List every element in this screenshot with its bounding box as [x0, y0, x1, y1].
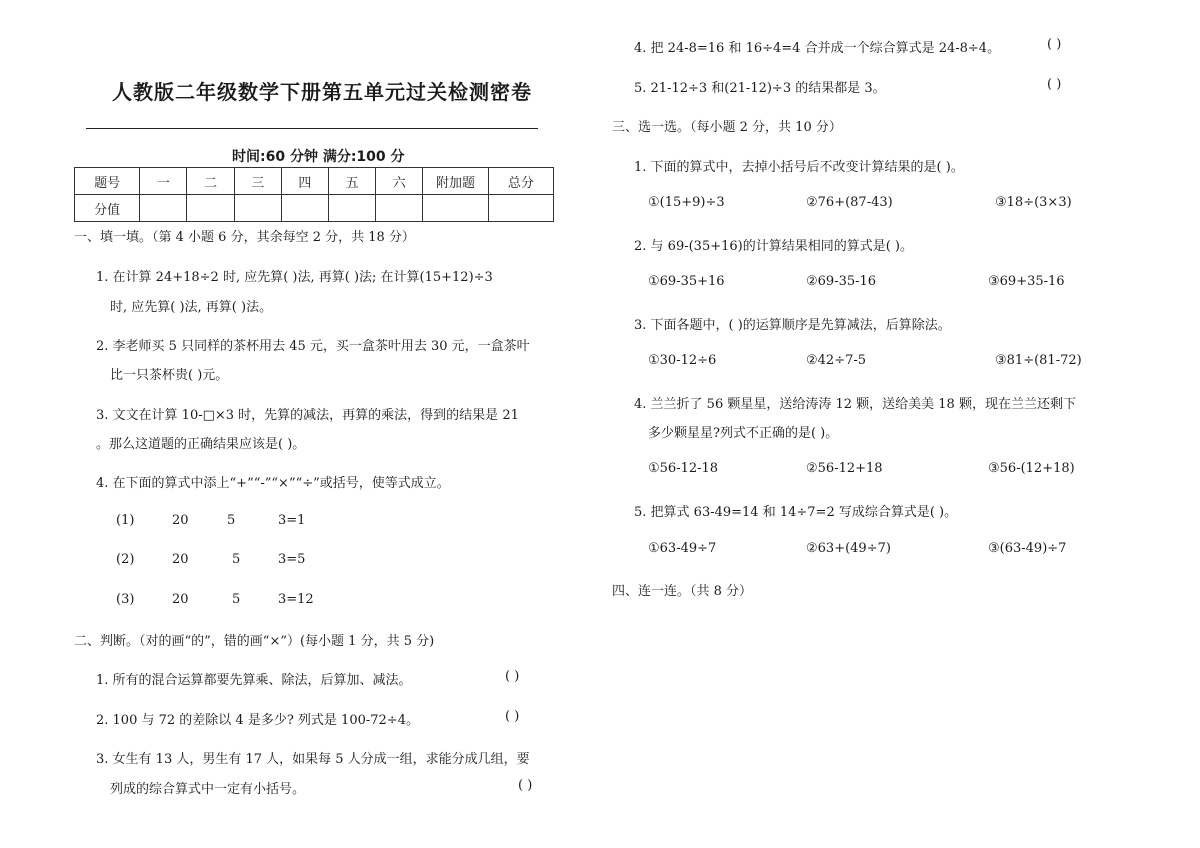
- option[interactable]: ②63+(49÷7): [806, 541, 891, 556]
- score-header-cell: 四: [281, 168, 328, 195]
- equation-operand: 5: [232, 592, 241, 607]
- option[interactable]: ②42÷7-5: [806, 353, 867, 368]
- score-header-cell: 一: [140, 168, 187, 195]
- equation-number: (1): [116, 513, 135, 528]
- s1-q4: 4. 在下面的算式中添上“+”“-”“×”“÷”或括号，使等式成立。: [96, 476, 450, 491]
- s3-q1: 1. 下面的算式中，去掉小括号后不改变计算结果的是( )。: [634, 160, 964, 175]
- section-2-heading: 二、判断。（对的画“的”，错的画“×”）(每小题 1 分，共 5 分): [74, 634, 435, 649]
- option[interactable]: ①56-12-18: [648, 461, 719, 476]
- s2-q3-line1: 3. 女生有 13 人，男生有 17 人，如果每 5 人分成一组，求能分成几组，要: [96, 752, 530, 767]
- equation-result: 3=1: [278, 513, 306, 528]
- s1-q2-line1: 2. 李老师买 5 只同样的茶杯用去 45 元，买一盒茶叶用去 30 元，一盒茶叶: [96, 339, 530, 354]
- s1-q1-line2: 时, 应先算( )法, 再算( )法。: [110, 300, 273, 315]
- equation-operand: 5: [232, 552, 241, 567]
- score-header-cell: 三: [234, 168, 281, 195]
- s2-q4: 4. 把 24-8=16 和 16÷4=4 合并成一个综合算式是 24-8÷4。: [634, 41, 1001, 56]
- score-input-cell[interactable]: [281, 195, 328, 222]
- score-table-header-row: [75, 168, 554, 195]
- title-underline: [86, 128, 538, 129]
- option[interactable]: ③81÷(81-72): [995, 353, 1082, 368]
- score-header-cell: 六: [376, 168, 423, 195]
- s2-q1: 1. 所有的混合运算都要先算乘、除法，后算加、减法。: [96, 673, 412, 688]
- s3-q3: 3. 下面各题中，( )的运算顺序是先算减法，后算除法。: [634, 318, 951, 333]
- score-input-cell[interactable]: [376, 195, 423, 222]
- equation-number: (3): [116, 592, 135, 607]
- equation-operand: 5: [227, 513, 236, 528]
- page-title: 人教版二年级数学下册第五单元过关检测密卷: [112, 80, 532, 104]
- equation-operand: 20: [172, 592, 189, 607]
- equation-operand: 20: [172, 552, 189, 567]
- option[interactable]: ①30-12÷6: [648, 353, 717, 368]
- equation-result: 3=12: [278, 592, 314, 607]
- option[interactable]: ③18÷(3×3): [995, 195, 1072, 210]
- equation-result: 3=5: [278, 552, 306, 567]
- option[interactable]: ②76+(87-43): [806, 195, 893, 210]
- option[interactable]: ①69-35+16: [648, 274, 725, 289]
- option[interactable]: ①63-49÷7: [648, 541, 717, 556]
- answer-paren[interactable]: ( ): [518, 778, 533, 793]
- s1-q2-line2: 比一只茶杯贵( )元。: [110, 368, 229, 383]
- equation-number: (2): [116, 552, 135, 567]
- option[interactable]: ③(63-49)÷7: [988, 541, 1067, 556]
- score-table-value-row: [75, 195, 554, 222]
- option[interactable]: ①(15+9)÷3: [648, 195, 725, 210]
- answer-paren[interactable]: ( ): [505, 709, 520, 724]
- time-score-line: 时间:60 分钟 满分:100 分: [232, 149, 405, 165]
- score-header-cell: 二: [187, 168, 234, 195]
- score-header-cell: 总分: [488, 168, 553, 195]
- s2-q3-line2: 列成的综合算式中一定有小括号。: [110, 782, 306, 797]
- option[interactable]: ③69+35-16: [988, 274, 1065, 289]
- score-input-cell[interactable]: [234, 195, 281, 222]
- score-header-cell: 五: [329, 168, 376, 195]
- s1-q3-line2: 。那么这道题的正确结果应该是( )。: [96, 437, 306, 452]
- score-input-cell[interactable]: [140, 195, 187, 222]
- s3-q4-line1: 4. 兰兰折了 56 颗星星，送给涛涛 12 颗，送给美美 18 颗，现在兰兰还剩下: [634, 397, 1076, 412]
- answer-paren[interactable]: ( ): [1047, 37, 1062, 52]
- score-header-cell: 附加题: [423, 168, 488, 195]
- s3-q4-line2: 多少颗星星?列式不正确的是( )。: [648, 426, 839, 441]
- score-row-label: 分值: [75, 195, 140, 222]
- option[interactable]: ②56-12+18: [806, 461, 883, 476]
- score-input-cell[interactable]: [488, 195, 553, 222]
- answer-paren[interactable]: ( ): [1047, 77, 1062, 92]
- s3-q5: 5. 把算式 63-49=14 和 14÷7=2 写成综合算式是( )。: [634, 505, 958, 520]
- score-input-cell[interactable]: [187, 195, 234, 222]
- section-4-heading: 四、连一连。（共 8 分）: [612, 584, 753, 599]
- score-table: [74, 167, 554, 222]
- section-3-heading: 三、选一选。（每小题 2 分，共 10 分）: [612, 120, 842, 135]
- s1-q3-line1: 3. 文文在计算 10-□×3 时，先算的减法，再算的乘法，得到的结果是 21: [96, 408, 519, 423]
- s2-q2: 2. 100 与 72 的差除以 4 是多少? 列式是 100-72÷4。: [96, 713, 419, 728]
- s3-q2: 2. 与 69-(35+16)的计算结果相同的算式是( )。: [634, 239, 913, 254]
- equation-operand: 20: [172, 513, 189, 528]
- answer-paren[interactable]: ( ): [505, 669, 520, 684]
- option[interactable]: ③56-(12+18): [988, 461, 1075, 476]
- score-input-cell[interactable]: [329, 195, 376, 222]
- score-header-cell: 题号: [75, 168, 140, 195]
- option[interactable]: ②69-35-16: [806, 274, 877, 289]
- s1-q1-line1: 1. 在计算 24+18÷2 时, 应先算( )法, 再算( )法; 在计算(15+12)÷3: [96, 270, 493, 285]
- s2-q5: 5. 21-12÷3 和(21-12)÷3 的结果都是 3。: [634, 81, 886, 96]
- score-input-cell[interactable]: [423, 195, 488, 222]
- section-1-heading: 一、填一填。（第 4 小题 6 分，其余每空 2 分，共 18 分）: [74, 230, 415, 245]
